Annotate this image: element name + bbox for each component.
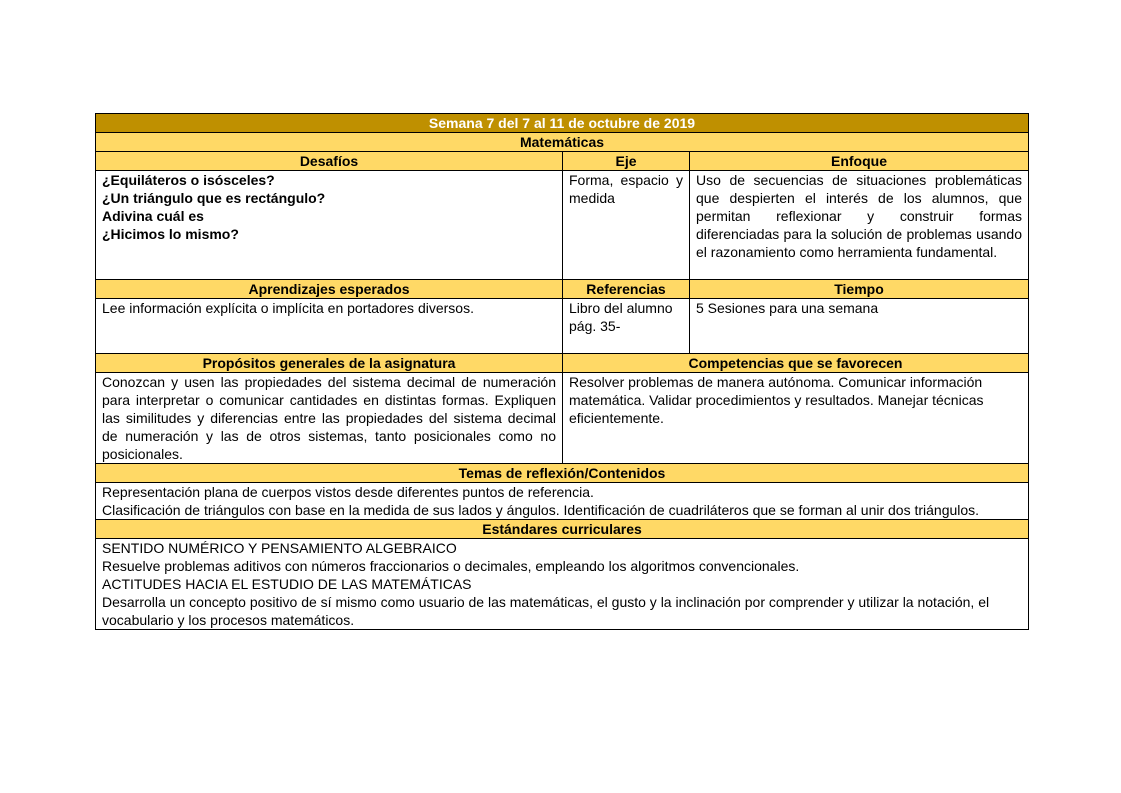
estandar-item: Desarrolla un concepto positivo de sí mismo como usuario de las matemáticas, el gusto y la inclinación por comprender y utilizar la notación, el vocabulario y los procesos matemáticos. — [102, 594, 990, 628]
header-competencias: Competencias que se favorecen — [563, 354, 1029, 373]
temas-cell — [96, 483, 1029, 520]
header-propositos: Propósitos generales de la asignatura — [96, 354, 563, 373]
referencias-cell: Libro del alumno pág. 35- — [563, 299, 690, 354]
aprendizajes-cell: Lee información explícita o implícita en portadores diversos. — [96, 299, 563, 354]
header-desafios: Desafíos — [96, 152, 563, 171]
desafios-cell — [96, 171, 563, 280]
tiempo-cell: 5 Sesiones para una semana — [690, 299, 1029, 354]
desafio-item: ¿Hicimos lo mismo? — [102, 226, 239, 242]
header-temas: Temas de reflexión/Contenidos — [96, 464, 1029, 483]
header-eje: Eje — [563, 152, 690, 171]
desafio-item: ¿Un triángulo que es rectángulo? — [102, 190, 326, 206]
propositos-cell: Conozcan y usen las propiedades del sistema decimal de numeración para interpretar o comunicar cantidades en distintas formas. Expliquen las similitudes y diferencias entre las propiedades del sistema decimal de numeración y las de otros sistemas, tanto posicionales como no posicionales. — [96, 373, 563, 464]
header-row-2 — [96, 280, 1029, 299]
desafio-item: Adivina cuál es — [102, 208, 204, 224]
header-referencias: Referencias — [563, 280, 690, 299]
content-row-4 — [96, 483, 1029, 520]
subject-title: Matemáticas — [96, 133, 1029, 152]
header-row-4 — [96, 464, 1029, 483]
competencias-cell: Resolver problemas de manera autónoma. Comunicar información matemática. Validar procedimientos y resultados. Manejar técnicas eficientemente. — [563, 373, 1029, 464]
content-row-1 — [96, 171, 1029, 280]
tema-item: Clasificación de triángulos con base en la medida de sus lados y ángulos. Identificación de cuadriláteros que se forman al unir dos triángulos. — [102, 502, 980, 518]
title-row — [96, 114, 1029, 133]
content-row-3 — [96, 373, 1029, 464]
estandar-heading: SENTIDO NUMÉRICO Y PENSAMIENTO ALGEBRAICO — [102, 540, 457, 556]
estandar-heading: ACTITUDES HACIA EL ESTUDIO DE LAS MATEMÁTICAS — [102, 576, 472, 592]
estandar-item: Resuelve problemas aditivos con números fraccionarios o decimales, empleando los algoritmos convencionales. — [102, 558, 800, 574]
tema-item: Representación plana de cuerpos vistos desde diferentes puntos de referencia. — [102, 484, 594, 500]
header-estandares: Estándares curriculares — [96, 520, 1029, 539]
header-row-5 — [96, 520, 1029, 539]
estandares-cell — [96, 539, 1029, 630]
content-row-5 — [96, 539, 1029, 630]
week-title: Semana 7 del 7 al 11 de octubre de 2019 — [96, 114, 1029, 133]
desafio-item: ¿Equiláteros o isósceles? — [102, 172, 275, 188]
eje-cell: Forma, espacio y medida — [563, 171, 690, 280]
header-row-1 — [96, 152, 1029, 171]
content-row-2 — [96, 299, 1029, 354]
header-aprendizajes: Aprendizajes esperados — [96, 280, 563, 299]
header-enfoque: Enfoque — [690, 152, 1029, 171]
header-tiempo: Tiempo — [690, 280, 1029, 299]
enfoque-cell: Uso de secuencias de situaciones problemáticas que despierten el interés de los alumnos, que permitan reflexionar y construir formas diferenciadas para la solución de problemas usando el razonamiento como herramienta fundamental. — [690, 171, 1029, 280]
header-row-3 — [96, 354, 1029, 373]
planning-table — [95, 113, 1029, 630]
subject-row — [96, 133, 1029, 152]
